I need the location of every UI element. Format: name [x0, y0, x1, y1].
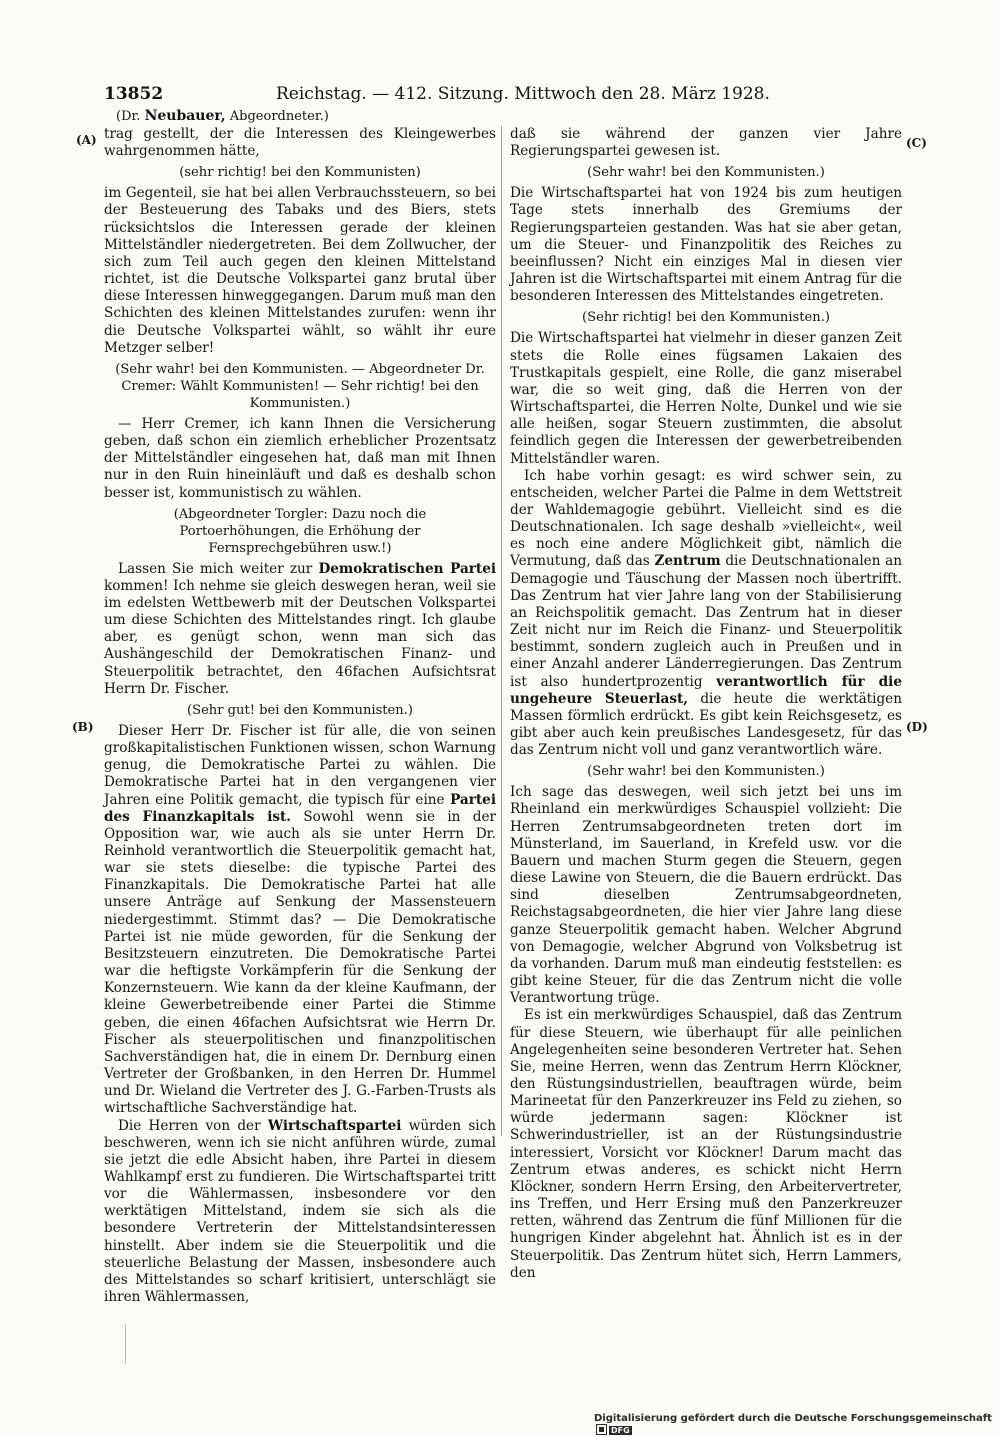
interjection: (Sehr gut! bei den Kommunisten.)	[186, 702, 414, 718]
paragraph	[104, 723, 496, 1118]
text-run: kommen! Ich nehme sie gleich deswegen heran, weil sie im edelsten Wettbewerb mit der Deutschen Volkspartei um diese Schichten des Mittelstandes ringt. Ich glaube aber, es genügt schon, wenn man sich das Aushängeschild der Demokratischen Finanz- und Steuerpolitik betrachtet, den 46fachen Aufsichtsrat Herrn Dr. Fischer.	[104, 577, 496, 697]
paragraph: — Herr Cremer, ich kann Ihnen die Versicherung geben, daß schon ein ziemlich erheblicher Prozentsatz der Mittelständler eingesehen hat, daß man mit Ihnen nur in den Ruin hineinläuft und daß es deshalb schon besser ist, kommunistisch zu wählen.	[104, 415, 496, 501]
paragraph	[510, 468, 902, 760]
text-run: Lassen Sie mich weiter zur	[118, 560, 313, 577]
margin-mark-b: (B)	[72, 720, 94, 734]
paragraph: Ich sage das deswegen, weil sich jetzt bei uns im Rheinland ein merkwürdiges Schauspiel vollzieht: Die Herren Zentrumsabgeordneten treten dort im Münsterland, im Sauerland, in Krefeld usw. vor die Bauern und machen Sturm gegen die Steuern, gegen diese Lawine von Steuern, die die Bauern erdrückt. Das sind dieselben Zentrumsabgeordneten, Reichstagsabgeordneten, die hier vier Jahre lang diese ganze Steuerpolitik gemacht haben. Welcher Abgrund von Demagogie, welcher Abgrund von Volksbetrug ist da vorhanden. Darum muß man eindeutig feststellen: es gibt keine Steuer, für die das Zentrum nicht die volle Verantwortung trüge.	[510, 784, 902, 1007]
margin-mark-d: (D)	[906, 720, 928, 734]
dfg-logo-text: DFG	[611, 1426, 630, 1435]
interjection: (Sehr richtig! bei den Kommunisten.)	[582, 310, 830, 326]
interjection: (sehr richtig! bei den Kommunisten)	[179, 165, 421, 181]
text-run: die heute die werktätigen Massen förmlich erdrückt. Es gibt kein Reichsgesetz, es gibt aber auch kein preußisches Landesgesetz, für das das Zentrum nicht voll und ganz verantwortlich wäre.	[510, 690, 902, 759]
text-run: würden sich beschweren, wenn ich sie nicht anführen würde, zumal sie jetzt die edle Absicht haben, ihre Partei in diesem Wahlkampf erst zu fundieren. Die Wirtschaftspartei tritt vor die Wählermassen, insbesondere vor den werktätigen Mittelstand, indem sie sich als die besondere Vertreterin der Mittelstandsinteressen hinstellt. Aber indem sie die Steuerpolitik und die steuerliche Belastung der Massen, insbesondere auch des Mittelstandes so scharf kritisiert, unterschlägt sie ihren Wählermassen,	[104, 1117, 497, 1306]
paragraph: Es ist ein merkwürdiges Schauspiel, daß das Zentrum für diese Steuern, wie überhaupt für alle peinlichen Angelegenheiten seine besonderen Vertreter hat. Sehen Sie, meine Herren, wenn das Zentrum Herrn Klöckner, den Rüstungsindustriellen, beauftragen würde, beim Marineetat für den Panzerkreuzer ins Feld zu ziehen, so würde jedermann sagen: Klöckner ist Schwerindustrieller, ist an der Rüstungsindustrie interessiert, Vorsicht vor Klöckner! Darum macht das Zentrum etwas anderes, es schickt nicht Herrn Klöckner, sondern Herrn Ersing, den Arbeitervertreter, ins Treffen, und Herr Ersing muß den Panzerkreuzer retten, während das Zentrum die fünf Millionen für die hungrigen Kinder abgelehnt hat. Ähnlich ist es in der Steuerpolitik. Das Zentrum hütet sich, Herrn Lammers, den	[510, 1007, 902, 1281]
paragraph: daß sie während der ganzen vier Jahre Regierungspartei gewesen ist.	[510, 126, 902, 160]
speaker-name: Neubauer,	[144, 108, 226, 124]
text-run: Sowohl wenn sie in der Opposition war, wie auch als sie unter Herrn Dr. Reinhold verantwortlich die Steuerpolitik gemacht hat, war sie stets dieselbe: die typische Partei des Finanzkapitals. Die Demokratische Partei hat alle unsere Anträge auf Senkung der Massensteuern niedergestimmt. Stimmt das? — Die Demokratische Partei ist nie müde geworden, für die Senkung der Besitzsteuern einzutreten. Die Demokratische Partei war die heftigste Vorkämpferin für die Senkung der Konzernsteuern. Wie kann da der kleine Kaufmann, der kleine Gewerbetreibende einer Partei die Stimme geben, die einen 46fachen Aufsichtsrat wie Herrn Dr. Fischer als steuerpolitischen und finanzpolitischen Sachverständigen hat, die in einem Dr. Dernburg einen Vertreter der Großbanken, in den Herren Dr. Hummel und Dr. Wieland die Vertreter des J. G.-Farben-Trusts als wirtschaftliche Sachverständige hat.	[104, 808, 496, 1117]
emphasis: Partei des Finanzkapitals ist.	[104, 791, 496, 825]
page-header	[104, 84, 900, 108]
paragraph: trag gestellt, der die Interessen des Kleingewerbes wahrgenommen hätte,	[104, 126, 496, 160]
emphasis: Zentrum	[654, 553, 721, 570]
paragraph	[104, 561, 496, 698]
header-title: Reichstag. — 412. Sitzung. Mittwoch den 28. März 1928.	[276, 84, 770, 104]
text-run: Dieser Herr Dr. Fischer ist für alle, die von seinen großkapitalistischen Funktionen wissen, schon Warnung genug, die Demokratische Partei zu wählen. Die Demokratische Partei hat in den vergangenen vier Jahren eine Politik gemacht, die typisch für eine	[104, 722, 496, 808]
paragraph: im Gegenteil, sie hat bei allen Verbrauchssteuern, so bei der Besteuerung des Tabaks und des Biers, stets rücksichtslos die Interessen gerade der kleinen Mittelständler niedergetreten. Bei dem Zollwucher, der sich zum Teil auch gegen den kleinen Mittelstand richtet, ist die Deutsche Volkspartei ganz brutal über diese Interessen hinweggegangen. Darum muß man den Schichten des kleinen Mittelstandes zurufen: wenn ihr die Deutsche Volkspartei wählt, so wählt ihr eure Metzger selber!	[104, 185, 496, 356]
interjection: (Abgeordneter Torgler: Dazu noch die Portoerhöhungen, die Erhöhung der Fernsprechgebühren usw.!)	[173, 506, 427, 556]
paragraph: Die Wirtschaftspartei hat vielmehr in dieser ganzen Zeit stets die Rolle eines fügsamen Lakaien des Trustkapitals gespielt, eine Rolle, die ganz miserabel war, die so weit ging, daß die Herren von der Wirtschaftspartei, die Herren Nolte, Dunkel und wie sie alle heißen, sogar Steuern zustimmten, die absolut feindlich gegen die Interessen der gewerbetreibenden Mittelständler waren.	[510, 330, 902, 467]
text-run: Die Herren von der	[118, 1117, 261, 1134]
margin-rule	[125, 1324, 126, 1364]
margin-mark-c: (C)	[906, 136, 927, 150]
left-column	[104, 126, 496, 1306]
emphasis: Demokratischen Partei	[318, 560, 497, 577]
emphasis: verantwortlich für die ungeheure Steuerlast,	[510, 673, 902, 707]
footer-text: Digitalisierung gefördert durch die Deutsche Forschungsgemeinschaft	[594, 1413, 992, 1424]
text-run: die Deutschnationalen an Demagogie und Täuschung der Massen noch übertrifft. Das Zentrum hat vier Jahre lang von der Stabilisierung an Reichspolitik gemacht. Das Zentrum hat in dieser Zeit nicht nur im Reich die Finanz- und Steuerpolitik bestimmt, sondern zugleich auch in Preußen und in einer Anzahl anderer Länderregierungen. Das Zentrum ist also hundertprozentig	[510, 553, 902, 690]
speaker-role: Abgeordneter.)	[229, 109, 329, 124]
interjection: (Sehr wahr! bei den Kommunisten.)	[587, 764, 825, 780]
margin-mark-a: (A)	[76, 133, 97, 147]
paragraph	[104, 1118, 496, 1307]
speaker-note	[116, 108, 329, 124]
column-divider	[501, 126, 502, 1136]
text-run: Ich habe vorhin gesagt: es wird schwer sein, zu entscheiden, welcher Partei die Palme in dem Wettstreit der Wahldemagogie gebührt. Vielleicht sind es die Deutschnationalen. Ich sage deshalb »vielleicht«, weil es noch eine andere Möglichkeit gibt, nämlich die Vermutung, daß das	[510, 467, 902, 570]
page-number: 13852	[104, 84, 164, 104]
emphasis: Wirtschaftspartei	[267, 1117, 402, 1134]
interjection: (Sehr wahr! bei den Kommunisten. — Abgeordneter Dr. Cremer: Wählt Kommunisten! — Sehr richtig! bei den Kommunisten.)	[115, 361, 485, 411]
dfg-logo-icon	[596, 1424, 607, 1435]
paragraph: Die Wirtschaftspartei hat von 1924 bis zum heutigen Tage stets innerhalb des Gremiums der Regierungsparteien gestanden. Was hat sie aber getan, um die Steuer- und Finanzpolitik des Reiches zu beeinflussen? Nicht ein einziges Mal in diesen vier Jahren ist die Wirtschaftspartei mit einem Antrag für die besonderen Interessen des Mittelstandes eingetreten.	[510, 185, 902, 305]
right-column	[510, 126, 902, 1282]
interjection: (Sehr wahr! bei den Kommunisten.)	[587, 165, 825, 181]
speaker-open: (Dr.	[116, 109, 141, 124]
footer-credit	[594, 1413, 1000, 1437]
